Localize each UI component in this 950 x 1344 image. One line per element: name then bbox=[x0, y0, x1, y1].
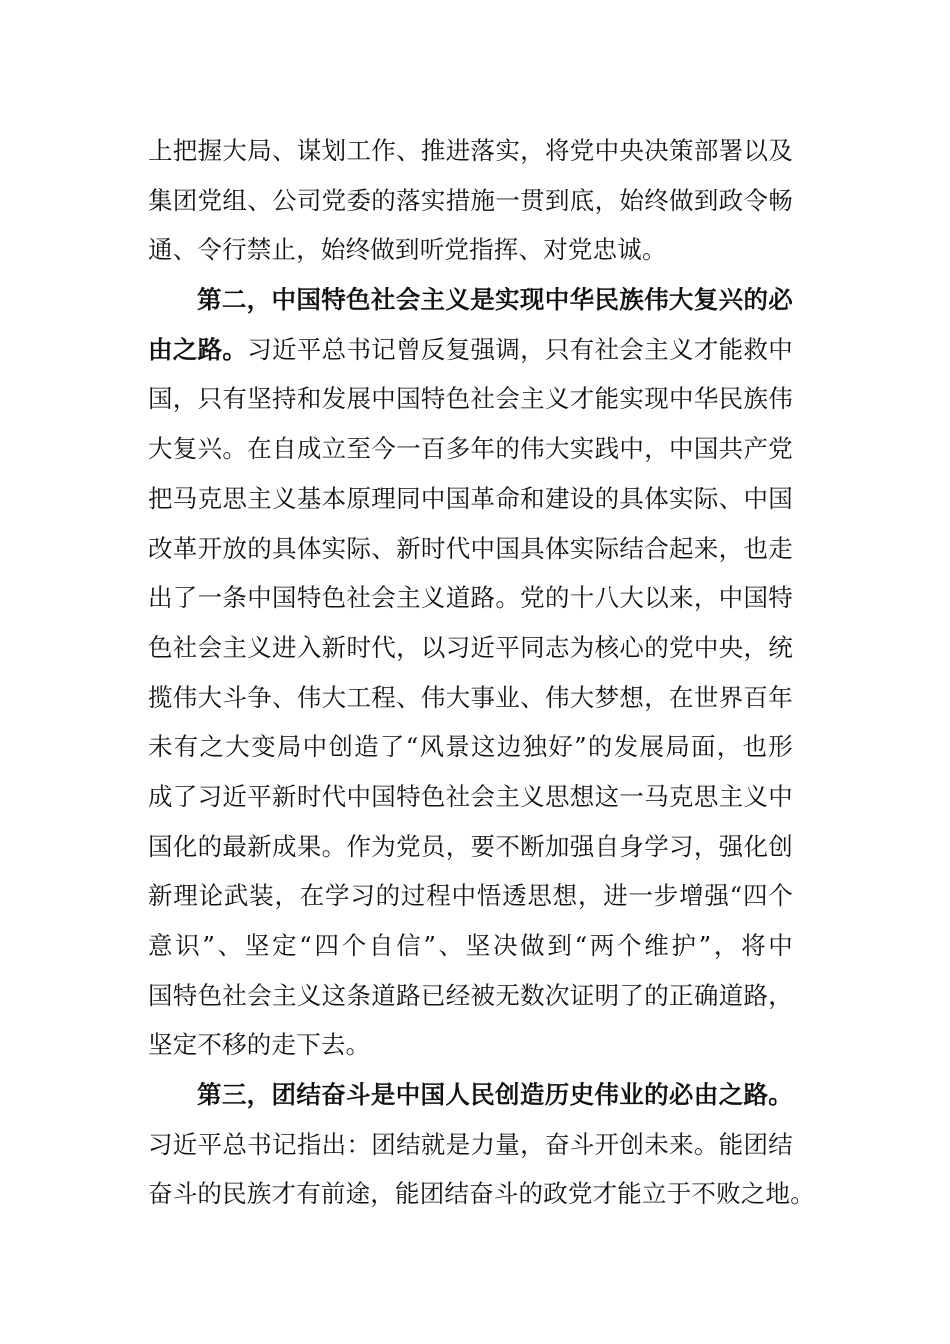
body-line-11 bbox=[148, 623, 793, 673]
line-text: 坚定不移的走下去。 bbox=[148, 1030, 371, 1060]
section-heading: 第三，团结奋斗是中国人民创造历史伟业的必由之路。 bbox=[197, 1080, 793, 1110]
line-text: 出了一条中国特色社会主义道路。党的十八大以来，中国特 bbox=[148, 583, 793, 613]
body-line-10 bbox=[148, 573, 793, 623]
line-text: 成了习近平新时代中国特色社会主义思想这一马克思主义中 bbox=[148, 781, 793, 811]
body-line-2 bbox=[148, 176, 793, 226]
body-line-16 bbox=[148, 871, 793, 921]
section-2-heading-line-2 bbox=[148, 325, 793, 375]
line-text: 改革开放的具体实际、新时代中国具体实际结合起来，也走 bbox=[148, 533, 793, 563]
body-line-18 bbox=[148, 971, 793, 1021]
line-text: 通、令行禁止，始终做到听党指挥、对党忠诚。 bbox=[148, 235, 667, 265]
body-line-17 bbox=[148, 921, 793, 971]
body-line-8 bbox=[148, 474, 793, 524]
section-heading: 由之路。 bbox=[148, 334, 248, 364]
document-body bbox=[148, 126, 815, 1219]
line-text: 国，只有坚持和发展中国特色社会主义才能实现中华民族伟 bbox=[148, 384, 793, 414]
section-heading: 第二，中国特色社会主义是实现中华民族伟大复兴的必 bbox=[197, 285, 793, 315]
line-text: 集团党组、公司党委的落实措施一贯到底，始终做到政令畅 bbox=[148, 185, 793, 215]
body-line-22 bbox=[148, 1169, 815, 1219]
line-text: 习近平总书记指出：团结就是力量，奋斗开创未来。能团结 bbox=[148, 1129, 793, 1159]
line-text: 揽伟大斗争、伟大工程、伟大事业、伟大梦想，在世界百年 bbox=[148, 682, 793, 712]
line-text: 国特色社会主义这条道路已经被无数次证明了的正确道路， bbox=[148, 980, 793, 1010]
body-line-7 bbox=[148, 424, 793, 474]
line-text: 大复兴。在自成立至今一百多年的伟大实践中，中国共产党 bbox=[148, 434, 793, 464]
body-line-14 bbox=[148, 772, 793, 822]
body-line-21 bbox=[148, 1120, 793, 1170]
section-2-heading-line-1 bbox=[148, 275, 793, 325]
body-line-6 bbox=[148, 374, 793, 424]
body-line-13 bbox=[148, 722, 793, 772]
line-text: 色社会主义进入新时代，以习近平同志为核心的党中央，统 bbox=[148, 632, 793, 662]
line-text: 国化的最新成果。作为党员，要不断加强自身学习，强化创 bbox=[148, 831, 793, 861]
section-3-heading-line bbox=[148, 1070, 793, 1120]
line-text: 习近平总书记曾反复强调，只有社会主义才能救中 bbox=[247, 334, 793, 364]
line-text: 把马克思主义基本原理同中国革命和建设的具体实际、中国 bbox=[148, 483, 793, 513]
line-text: 未有之大变局中创造了“风景这边独好”的发展局面，也形 bbox=[148, 732, 793, 762]
line-text: 新理论武装，在学习的过程中悟透思想，进一步增强“四个 bbox=[148, 881, 793, 911]
body-line-3 bbox=[148, 225, 793, 275]
line-text: 上把握大局、谋划工作、推进落实，将党中央决策部署以及 bbox=[148, 136, 793, 165]
line-text: 意识”、坚定“四个自信”、坚决做到“两个维护”，将中 bbox=[148, 931, 793, 960]
body-line-12 bbox=[148, 673, 793, 723]
line-text: 奋斗的民族才有前途，能团结奋斗的政党才能立于不败之地。 bbox=[148, 1179, 815, 1209]
body-line-9 bbox=[148, 524, 793, 574]
body-line-1 bbox=[148, 126, 793, 176]
body-line-19 bbox=[148, 1020, 793, 1070]
body-line-15 bbox=[148, 822, 793, 872]
